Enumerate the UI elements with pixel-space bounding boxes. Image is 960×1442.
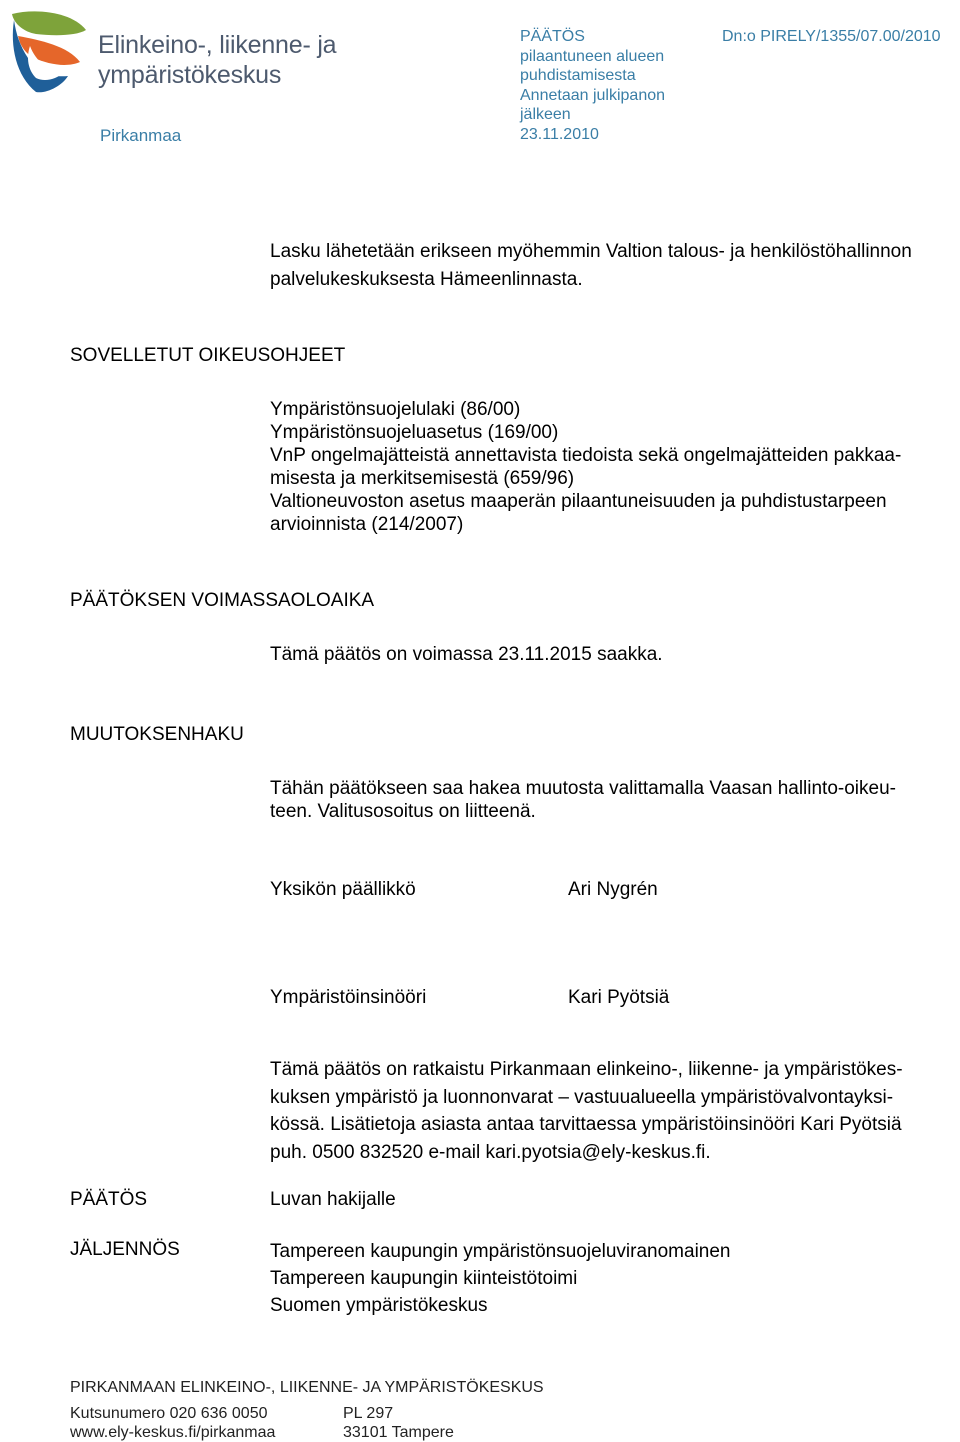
signature-title: Yksikön päällikkö bbox=[270, 879, 416, 900]
doc-subject-line: pilaantuneen alueen bbox=[520, 47, 665, 65]
footer-pobox: PL 297 bbox=[343, 1405, 394, 1422]
org-name-line2: ympäristökeskus bbox=[98, 61, 282, 89]
signature-name: Ari Nygrén bbox=[568, 879, 658, 900]
legal-line: VnP ongelmajätteistä annettavista tiedoista sekä ongelmajätteiden pakkaa- bbox=[270, 445, 902, 466]
appeal-paragraph bbox=[270, 777, 896, 823]
diary-number: Dn:o PIRELY/1355/07.00/2010 bbox=[722, 28, 941, 45]
copy-recipient: Suomen ympäristökeskus bbox=[270, 1295, 488, 1316]
doc-subject-line: jälkeen bbox=[520, 106, 571, 123]
signature-title: Ympäristöinsinööri bbox=[270, 987, 427, 1008]
copy-recipient: Tampereen kaupungin ympäristönsuojeluviranomainen bbox=[270, 1241, 731, 1262]
org-name-line1: Elinkeino-, liikenne- ja bbox=[98, 31, 337, 59]
doc-subject-line: Annetaan julkipanon bbox=[520, 86, 666, 104]
footer-phone: Kutsunumero 020 636 0050 bbox=[70, 1405, 268, 1422]
legal-line: arvioinnista (214/2007) bbox=[270, 514, 464, 535]
resolved-line: kössä. Lisätietoja asiasta antaa tarvittaessa ympäristöinsinööri Kari Pyötsiä bbox=[270, 1114, 902, 1135]
invoice-line: Lasku lähetetään erikseen myöhemmin Valtion talous- ja henkilöstöhallinnon bbox=[270, 241, 912, 262]
validity-text: Tämä päätös on voimassa 23.11.2015 saakka. bbox=[270, 644, 663, 665]
copy-recipients bbox=[270, 1238, 731, 1319]
legal-list bbox=[270, 398, 901, 536]
invoice-paragraph bbox=[270, 238, 912, 294]
doc-subject-line: puhdistamisesta bbox=[520, 67, 636, 84]
legal-line: misesta ja merkitsemisestä (659/96) bbox=[270, 468, 575, 489]
legal-line: Ympäristönsuojeluasetus (169/00) bbox=[270, 422, 559, 443]
doc-date: 23.11.2010 bbox=[520, 125, 599, 143]
footer-contact-left bbox=[70, 1404, 275, 1442]
resolved-line: puh. 0500 832520 e-mail kari.pyotsia@ely-keskus.fi. bbox=[270, 1141, 711, 1163]
decision-label: PÄÄTÖS bbox=[70, 1189, 148, 1210]
resolved-line: kuksen ympäristö ja luonnonvarat – vastuualueella ympäristövalvontayksi- bbox=[270, 1086, 894, 1108]
ely-logo-icon bbox=[6, 6, 88, 94]
region-label: Pirkanmaa bbox=[100, 126, 182, 145]
appeal-line: teen. Valitusosoitus on liitteenä. bbox=[270, 801, 536, 822]
decision-recipient: Luvan hakijalle bbox=[270, 1189, 396, 1210]
resolved-line: Tämä päätös on ratkaistu Pirkanmaan elinkeino-, liikenne- ja ympäristökes- bbox=[270, 1059, 903, 1080]
doc-type: PÄÄTÖS bbox=[520, 28, 585, 45]
invoice-line: palvelukeskuksesta Hämeenlinnasta. bbox=[270, 269, 583, 290]
resolved-paragraph bbox=[270, 1056, 903, 1166]
footer-org: PIRKANMAAN ELINKEINO-, LIIKENNE- JA YMPÄRISTÖKESKUS bbox=[70, 1379, 544, 1396]
appeal-heading: MUUTOKSENHAKU bbox=[70, 724, 244, 745]
legal-line: Ympäristönsuojelulaki (86/00) bbox=[270, 399, 521, 420]
copy-recipient: Tampereen kaupungin kiinteistötoimi bbox=[270, 1268, 578, 1289]
copy-label: JÄLJENNÖS bbox=[70, 1239, 180, 1260]
validity-heading: PÄÄTÖKSEN VOIMASSAOLOAIKA bbox=[70, 590, 375, 611]
doc-header-block bbox=[520, 27, 665, 144]
legal-line: Valtioneuvoston asetus maaperän pilaantuneisuuden ja puhdistustarpeen bbox=[270, 491, 887, 512]
footer-contact-right bbox=[343, 1404, 454, 1442]
ely-logo bbox=[6, 6, 88, 94]
legal-heading: SOVELLETUT OIKEUSOHJEET bbox=[70, 345, 346, 366]
footer-postal: 33101 Tampere bbox=[343, 1424, 454, 1441]
footer-web[interactable]: www.ely-keskus.fi/pirkanmaa bbox=[70, 1424, 276, 1441]
appeal-line: Tähän päätökseen saa hakea muutosta valittamalla Vaasan hallinto-oikeu- bbox=[270, 778, 896, 799]
signature-name: Kari Pyötsiä bbox=[568, 987, 670, 1008]
